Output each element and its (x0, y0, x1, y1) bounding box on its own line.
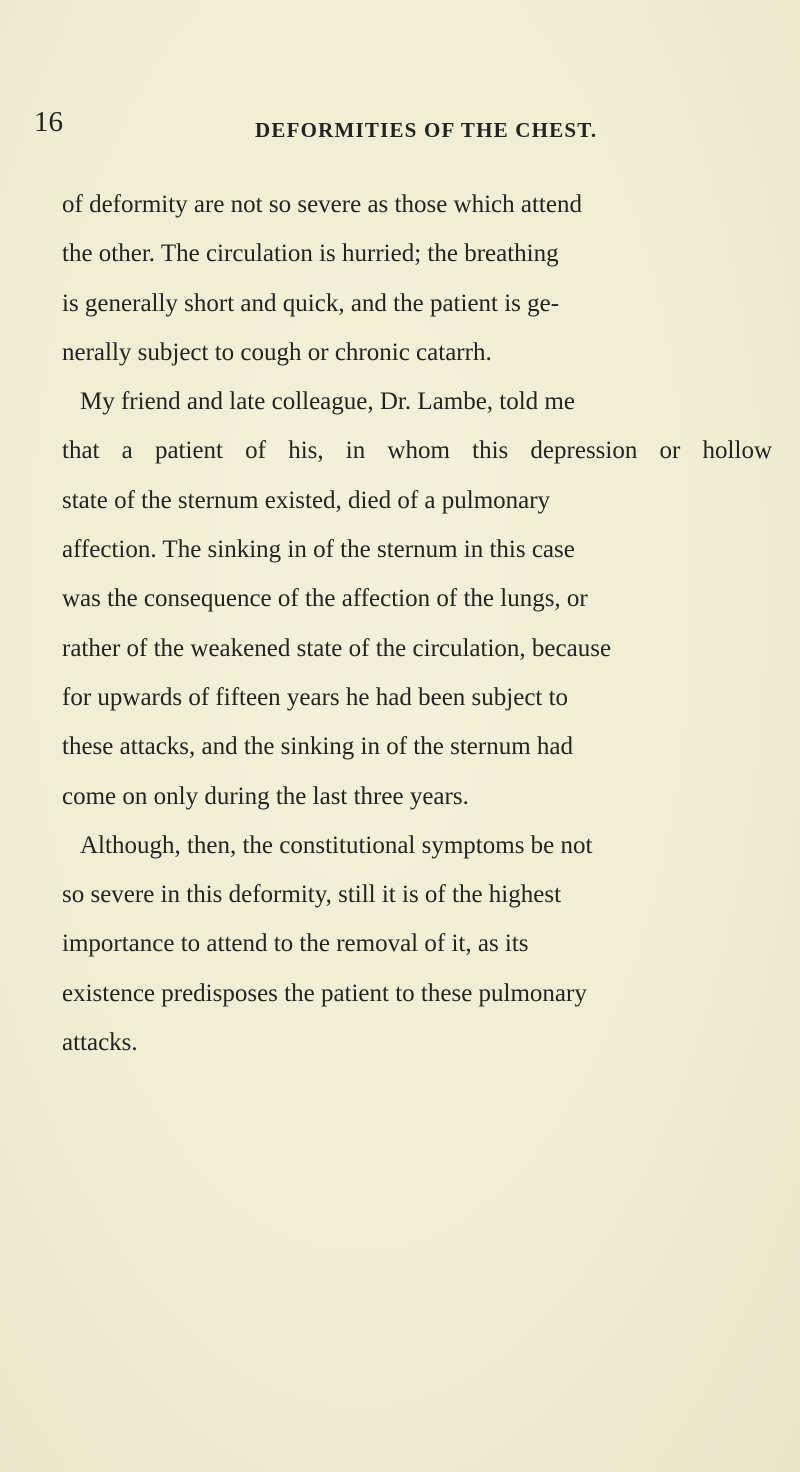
page-number: 16 (34, 106, 63, 138)
text-line: for upwards of fifteen years he had been subject to (62, 683, 569, 711)
page-header (34, 106, 774, 156)
paragraph-start-line: My friend and late colleague, Dr. Lambe, told me (80, 388, 575, 416)
text-line: is generally short and quick, and the patient is ge- (62, 289, 560, 317)
text-line: state of the sternum existed, died of a pulmonary (62, 486, 551, 514)
body-text (62, 180, 772, 1067)
text-line: nerally subject to cough or chronic catarrh. (62, 338, 492, 366)
text-line: attacks. (62, 1029, 138, 1057)
text-line: rather of the weakened state of the circulation, because (62, 634, 612, 662)
text-line: the other. The circulation is hurried; the breathing (62, 240, 559, 268)
text-line: affection. The sinking in of the sternum in this case (62, 536, 575, 564)
paragraph-start-line: Although, then, the constitutional symptoms be not (80, 831, 593, 859)
text-line: these attacks, and the sinking in of the sternum had (62, 733, 573, 761)
text-line: importance to attend to the removal of it, as its (62, 930, 529, 958)
text-line: existence predisposes the patient to these pulmonary (62, 979, 587, 1007)
text-line: was the consequence of the affection of the lungs, or (62, 585, 588, 613)
text-line: come on only during the last three years. (62, 782, 469, 810)
text-line: of deformity are not so severe as those which attend (62, 191, 582, 218)
text-line: that a patient of his, in whom this depression or hollow (62, 437, 772, 465)
text-line: so severe in this deformity, still it is of the highest (62, 881, 562, 909)
running-head: DEFORMITIES OF THE CHEST. (255, 118, 598, 142)
